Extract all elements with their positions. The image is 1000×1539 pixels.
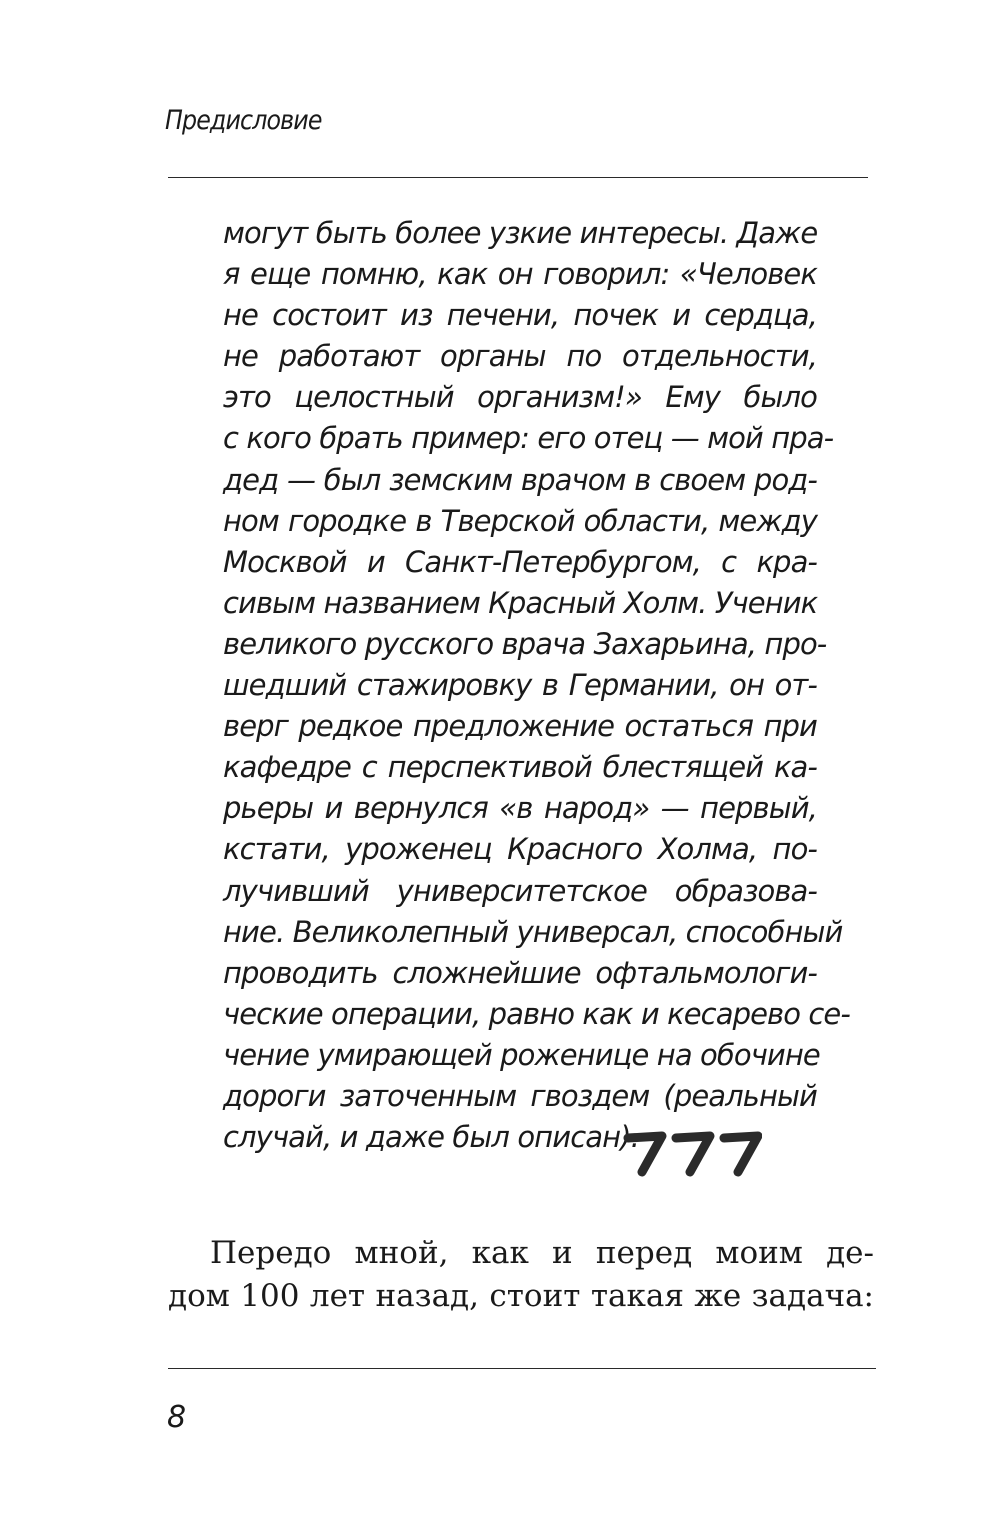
body-paragraph [168, 1232, 874, 1318]
quote-line: дороги заточенным гвоздем (реальный [223, 1078, 817, 1113]
body-line: Передо мной, как и перед моим де- [210, 1235, 874, 1271]
running-head: Предисловие [165, 105, 322, 136]
body-line: дом 100 лет назад, стоит такая же задача: [168, 1278, 874, 1314]
quote-line: кстати, уроженец Красного Холма, по- [223, 832, 817, 867]
quote-line: лучивший университетское образова- [223, 873, 817, 908]
page-number: 8 [167, 1400, 187, 1435]
quote-line: сивым названием Красный Холм. Ученик [223, 585, 818, 620]
quote-line: шедший стажировку в Германии, он от- [223, 668, 817, 703]
quote-line: ние. Великолепный универсал, способный [223, 914, 843, 949]
quote-line: это целостный организм!» Ему было [223, 380, 817, 415]
quote-line: я еще помню, как он говорил: «Человек [223, 257, 817, 292]
quote-line: могут быть более узкие интересы. Даже [223, 216, 818, 250]
quote-line: не состоит из печени, почек и сердца, [223, 298, 817, 333]
quote-line: дед — был земским врачом в своем род- [223, 462, 817, 497]
quote-line: великого русского врача Захарьина, про- [223, 626, 827, 661]
quote-line: случай, и даже был описан). [223, 1120, 639, 1155]
quote-line: верг редкое предложение остаться при [223, 709, 817, 744]
quote-line: с кого брать пример: его отец — мой пра- [223, 421, 834, 456]
footer-rule [168, 1368, 876, 1369]
quote-line: кафедре с перспективой блестящей ка- [223, 750, 817, 785]
quote-block [223, 213, 850, 1158]
quote-line: ном городке в Тверской области, между [223, 503, 817, 538]
closing-quote-mark-icon [622, 1128, 762, 1178]
quote-line: не работают органы по отдельности, [223, 339, 817, 374]
quote-line: проводить сложнейшие офтальмологи- [223, 955, 817, 990]
quote-line: чение умирающей роженице на обочине [223, 1037, 820, 1072]
quote-line: рьеры и вернулся «в народ» — первый, [223, 791, 817, 826]
header-rule [168, 177, 868, 178]
quote-line: ческие операции, равно как и кесарево се- [223, 996, 850, 1031]
quote-line: Москвой и Санкт-Петербургом, с кра- [223, 544, 817, 579]
